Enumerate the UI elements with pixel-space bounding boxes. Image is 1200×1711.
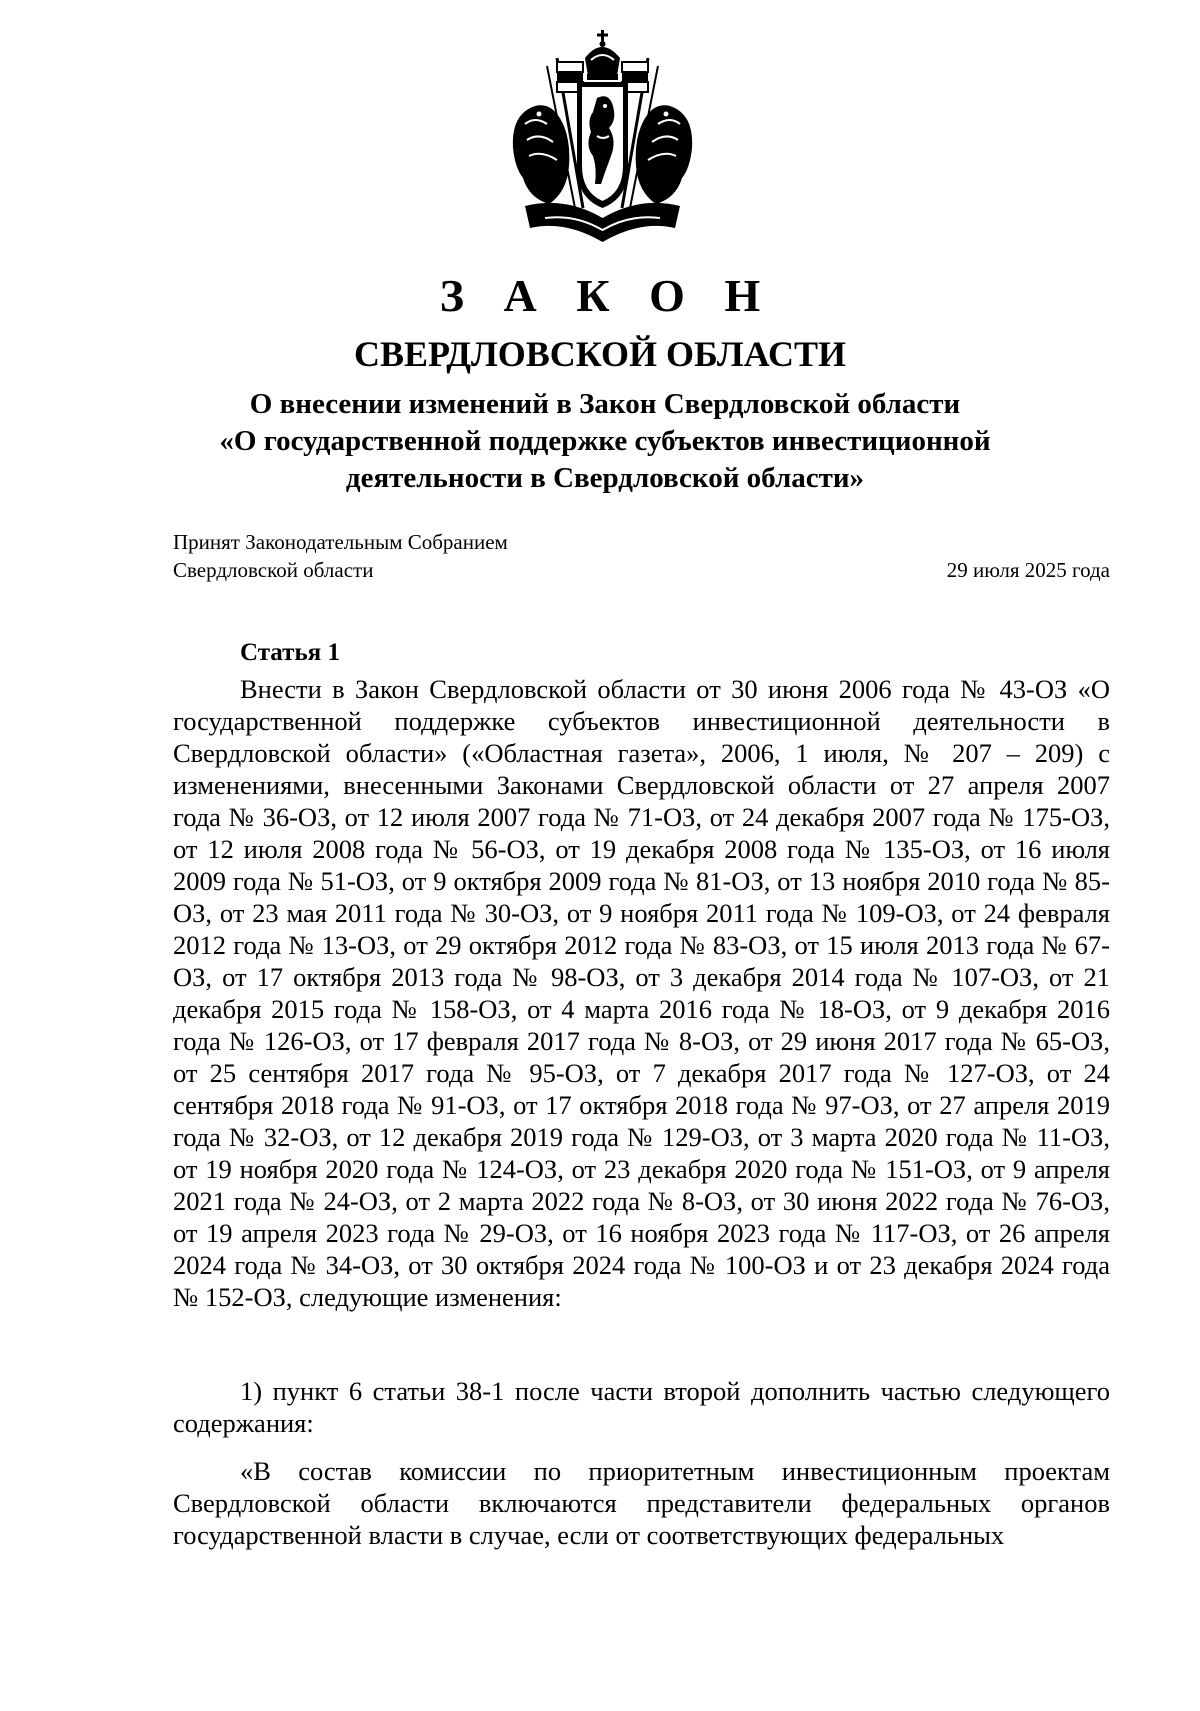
shield-icon (577, 82, 628, 208)
article-paragraph-3: «В состав комиссии по приоритетным инвестиционным проектам Свердловской области включаются представители федеральных органов государственной власти в случае, если от соответствующих федеральных (173, 1456, 1110, 1550)
coat-of-arms-emblem (505, 28, 700, 250)
law-name-line-2: «О государственной поддержке субъектов инвестиционной (219, 425, 991, 457)
adoption-line-1: Принят Законодательным Собранием (173, 530, 508, 554)
crown-icon (585, 30, 620, 80)
document-title: З А К О Н (439, 270, 775, 321)
document-subtitle: СВЕРДЛОВСКОЙ ОБЛАСТИ (354, 334, 846, 374)
law-name-line-3: деятельности в Свердловской области» (345, 462, 865, 494)
adoption-date: 29 июля 2025 года (946, 558, 1110, 582)
article-paragraph-2: 1) пункт 6 статьи 38-1 после части второй дополнить частью следующего содержания: (173, 1376, 1110, 1438)
law-name-line-1: О внесении изменений в Закон Свердловской области (249, 388, 961, 420)
adoption-info (173, 528, 508, 584)
base-ornament-icon (525, 203, 680, 242)
article-paragraph-1: Внести в Закон Свердловской области от 30 июня 2006 года № 43-ОЗ «О государственной поддержке субъектов инвестиционной деятельности в Свердловской области» («Областная газета», 2006, 1 июля, № 207 – 209) с изменениями, внесенными Законами Свердловской области от 27 апреля 2007 года № 36-ОЗ, от 12 июля 2007 года № 71-ОЗ, от 24 декабря 2007 года № 175-ОЗ, от 12 июля 2008 года № 56-ОЗ, от 19 декабря 2008 года № 135-ОЗ, от 16 июля 2009 года № 51-ОЗ, от 9 октября 2009 года № 81-ОЗ, от 13 ноября 2010 года № 85-ОЗ, от 23 мая 2011 года № 30-ОЗ, от 9 ноября 2011 года № 109-ОЗ, от 24 февраля 2012 года № 13-ОЗ, от 29 октября 2012 года № 83-ОЗ, от 15 июля 2013 года № 67-ОЗ, от 17 октября 2013 года № 98-ОЗ, от 3 декабря 2014 года № 107-ОЗ, от 21 декабря 2015 года № 158-ОЗ, от 4 марта 2016 года № 18-ОЗ, от 9 декабря 2016 года № 126-ОЗ, от 17 февраля 2017 года № 8-ОЗ, от 29 июня 2017 года № 65-ОЗ, от 25 сентября 2017 года № 95-ОЗ, от 7 декабря 2017 года № 127-ОЗ, от 24 сентября 2018 года № 91-ОЗ, от 17 октября 2018 года № 97-ОЗ, от 27 апреля 2019 года № 32-ОЗ, от 12 декабря 2019 года № 129-ОЗ, от 3 марта 2020 года № 11-ОЗ, от 19 ноября 2020 года № 124-ОЗ, от 23 декабря 2020 года № 151-ОЗ, от 9 апреля 2021 года № 24-ОЗ, от 2 марта 2022 года № 8-ОЗ, от 30 июня 2022 года № 76-ОЗ, от 19 апреля 2023 года № 29-ОЗ, от 16 ноября 2023 года № 117-ОЗ, от 26 апреля 2024 года № 34-ОЗ, от 30 октября 2024 года № 100-ОЗ и от 23 декабря 2024 года № 152-ОЗ, следующие изменения: (173, 674, 1110, 1312)
article-title: Статья 1 (240, 639, 340, 666)
adoption-line-2: Свердловской области (173, 558, 374, 582)
law-name (170, 386, 1040, 497)
right-griffin-icon (636, 105, 692, 204)
left-griffin-icon (513, 105, 569, 204)
